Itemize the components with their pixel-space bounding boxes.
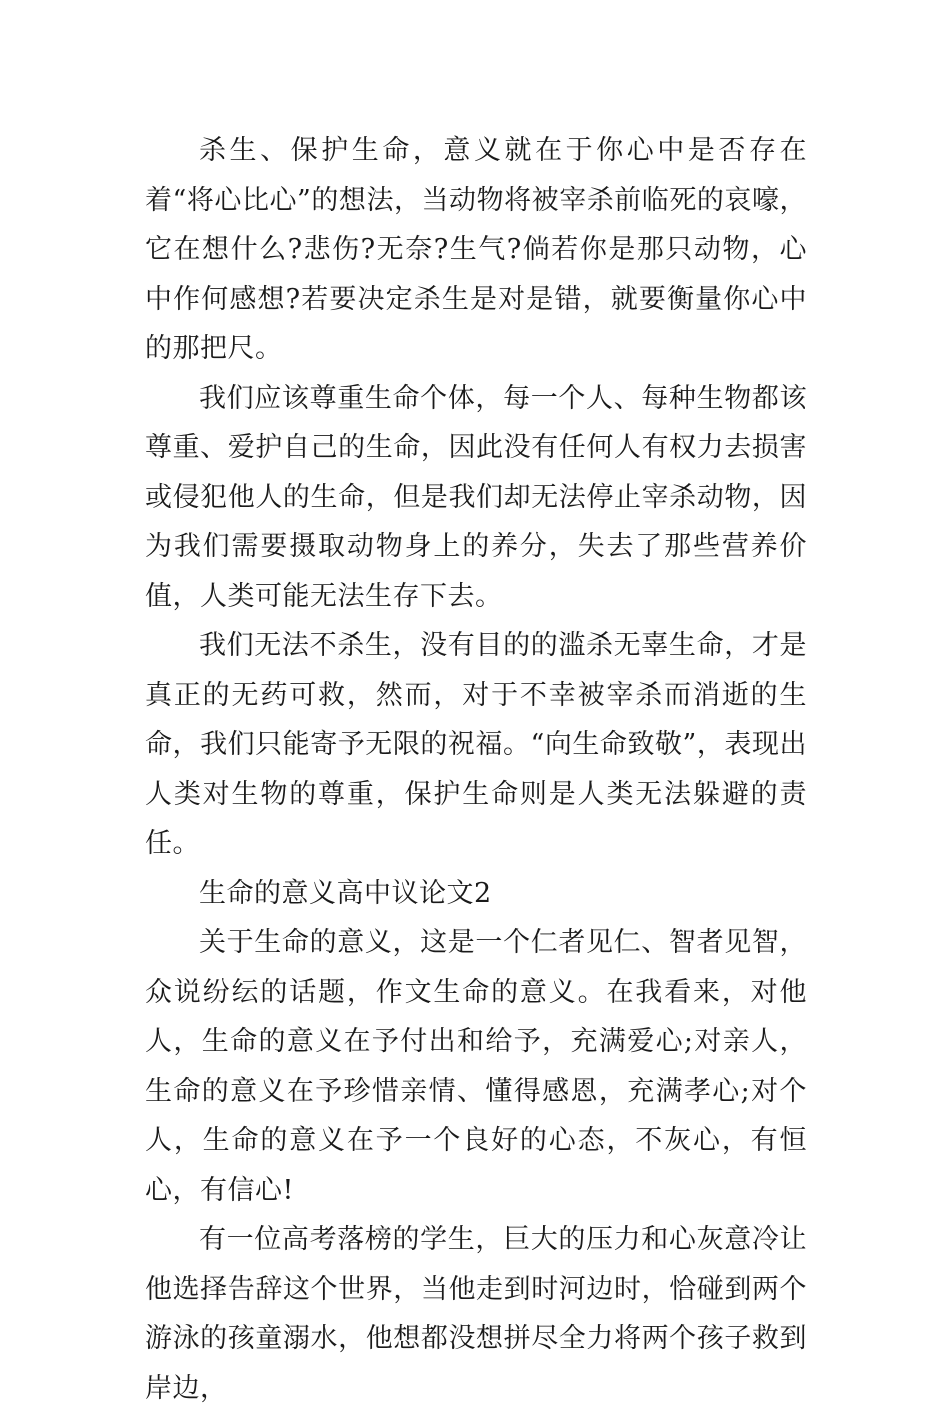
paragraph-1: 杀生、保护生命，意义就在于你心中是否存在着“将心比心”的想法，当动物将被宰杀前临死的哀嚎，它在想什么?悲伤?无奈?生气?倘若你是那只动物，心中作何感想?若要决定杀生是对是错，就要衡量你心中的那把尺。 xyxy=(145,135,807,364)
paragraph-5: 有一位高考落榜的学生，巨大的压力和心灰意冷让他选择告辞这个世界，当他走到时河边时，恰碰到两个游泳的孩童溺水，他想都没想拼尽全力将两个孩子救到岸边， xyxy=(145,1224,807,1404)
paragraph-2: 我们应该尊重生命个体，每一个人、每种生物都该尊重、爱护自己的生命，因此没有任何人有权力去损害或侵犯他人的生命，但是我们却无法停止宰杀动物，因为我们需要摄取动物身上的养分，失去了那些营养价值，人类可能无法生存下去。 xyxy=(145,382,807,612)
section-heading: 生命的意义高中议论文2 xyxy=(199,877,492,909)
paragraph-4: 关于生命的意义，这是一个仁者见仁、智者见智，众说纷纭的话题，作文生命的意义。在我看来，对他人，生命的意义在予付出和给予，充满爱心;对亲人，生命的意义在予珍惜亲情、懂得感恩，充满孝心;对个人，生命的意义在予一个良好的心态，不灰心，有恒心，有信心! xyxy=(145,927,807,1206)
paragraph-3: 我们无法不杀生，没有目的的滥杀无辜生命，才是真正的无药可救，然而，对于不幸被宰杀而消逝的生命，我们只能寄予无限的祝福。“向生命致敬”，表现出人类对生物的尊重，保护生命则是人类无法躲避的责任。 xyxy=(145,630,807,859)
document-body xyxy=(145,126,807,1413)
